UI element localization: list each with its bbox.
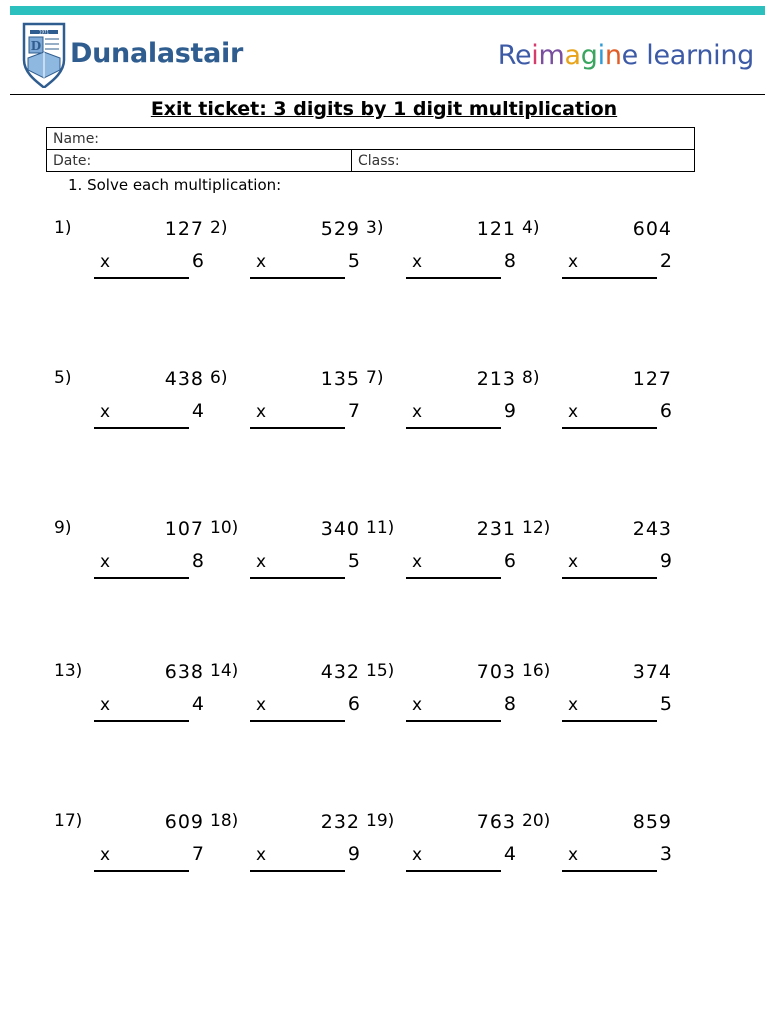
problem-number: 15) (366, 661, 395, 681)
multiplicand: 121 (476, 218, 516, 240)
multiplier: 6 (191, 250, 204, 272)
slogan-letter: i (597, 40, 605, 71)
answer-line (94, 427, 189, 429)
times-operator: x (100, 252, 111, 272)
answer-line (250, 427, 345, 429)
multiplier: 2 (659, 250, 672, 272)
multiplication-problem (210, 518, 360, 598)
multiplier: 8 (191, 550, 204, 572)
multiplicand: 135 (320, 368, 360, 390)
answer-line (94, 577, 189, 579)
multiplier: 3 (659, 843, 672, 865)
answer-line (250, 870, 345, 872)
multiplicand: 529 (320, 218, 360, 240)
times-operator: x (568, 845, 579, 865)
school-logo (22, 22, 244, 90)
problem-number: 10) (210, 518, 239, 538)
problem-number: 6) (210, 368, 228, 388)
student-info-table (46, 127, 695, 172)
answer-line (406, 427, 501, 429)
slogan-letter: n (604, 40, 622, 71)
multiplication-problem (366, 368, 516, 448)
times-operator: x (412, 552, 423, 572)
multiplication-problem (522, 518, 672, 598)
times-operator: x (568, 552, 579, 572)
multiplication-problem (210, 218, 360, 298)
multiplicand: 232 (320, 811, 360, 833)
slogan-letter: e (621, 40, 638, 71)
answer-line (562, 870, 657, 872)
answer-line (406, 720, 501, 722)
problem-number: 14) (210, 661, 239, 681)
times-operator: x (568, 402, 579, 422)
multiplier: 5 (347, 550, 360, 572)
slogan-letter: i (713, 40, 721, 71)
page-title: Exit ticket: 3 digits by 1 digit multiplication (150, 98, 618, 120)
multiplicand: 609 (164, 811, 204, 833)
times-operator: x (256, 252, 267, 272)
multiplication-problem (54, 368, 204, 448)
multiplicand: 127 (164, 218, 204, 240)
multiplier: 6 (659, 400, 672, 422)
slogan-letter: e (514, 40, 532, 71)
multiplicand: 231 (476, 518, 516, 540)
answer-line (406, 870, 501, 872)
problem-number: 12) (522, 518, 551, 538)
slogan-letter: i (531, 40, 539, 71)
name-field[interactable] (47, 128, 695, 150)
date-label: Date: (53, 152, 92, 169)
slogan-letter: g (737, 40, 754, 71)
multiplication-problem (522, 218, 672, 298)
multiplier: 9 (503, 400, 516, 422)
slogan-letter: a (564, 40, 581, 71)
problem-number: 17) (54, 811, 83, 831)
times-operator: x (256, 552, 267, 572)
multiplier: 9 (659, 550, 672, 572)
multiplicand: 604 (632, 218, 672, 240)
times-operator: x (568, 695, 579, 715)
answer-line (94, 277, 189, 279)
times-operator: x (100, 552, 111, 572)
answer-line (250, 277, 345, 279)
multiplier: 9 (347, 843, 360, 865)
school-crest-icon (22, 22, 66, 90)
slogan-letter: g (580, 40, 598, 71)
slogan-letter: n (720, 40, 738, 71)
problem-number: 4) (522, 218, 540, 238)
multiplication-problem (366, 811, 516, 891)
multiplicand: 438 (164, 368, 204, 390)
problem-number: 19) (366, 811, 395, 831)
multiplication-problem (366, 218, 516, 298)
slogan-letter: n (696, 40, 714, 71)
problem-number: 2) (210, 218, 228, 238)
answer-line (562, 577, 657, 579)
multiplier: 4 (503, 843, 516, 865)
problem-number: 8) (522, 368, 540, 388)
problem-number: 20) (522, 811, 551, 831)
name-label: Name: (53, 130, 100, 147)
slogan-letter (638, 40, 646, 71)
multiplication-problem (210, 811, 360, 891)
multiplier: 4 (191, 400, 204, 422)
school-wordmark: Dunalastair (70, 38, 244, 69)
problem-number: 9) (54, 518, 72, 538)
multiplicand: 763 (476, 811, 516, 833)
multiplicand: 107 (164, 518, 204, 540)
header-divider (10, 94, 765, 95)
times-operator: x (412, 252, 423, 272)
multiplicand: 213 (476, 368, 516, 390)
answer-line (94, 720, 189, 722)
problem-number: 7) (366, 368, 384, 388)
multiplier: 6 (503, 550, 516, 572)
answer-line (250, 577, 345, 579)
date-field[interactable] (47, 150, 352, 172)
multiplicand: 859 (632, 811, 672, 833)
slogan-letter: r (686, 40, 697, 71)
slogan-letter: m (538, 40, 565, 71)
multiplication-problem (210, 368, 360, 448)
times-operator: x (412, 845, 423, 865)
multiplicand: 374 (632, 661, 672, 683)
multiplication-problem (54, 811, 204, 891)
slogan-letter: R (497, 40, 515, 71)
svg-text:D: D (30, 39, 42, 53)
multiplication-problem (54, 518, 204, 598)
problem-number: 13) (54, 661, 83, 681)
times-operator: x (412, 695, 423, 715)
times-operator: x (100, 402, 111, 422)
multiplicand: 127 (632, 368, 672, 390)
multiplier: 8 (503, 250, 516, 272)
answer-line (406, 577, 501, 579)
multiplier: 5 (347, 250, 360, 272)
multiplier: 7 (191, 843, 204, 865)
times-operator: x (256, 845, 267, 865)
multiplication-problem (54, 218, 204, 298)
answer-line (406, 277, 501, 279)
problem-number: 18) (210, 811, 239, 831)
multiplication-problem (210, 661, 360, 741)
multiplication-problem (522, 368, 672, 448)
answer-line (94, 870, 189, 872)
multiplier: 7 (347, 400, 360, 422)
answer-line (562, 277, 657, 279)
multiplication-problem (522, 661, 672, 741)
times-operator: x (256, 402, 267, 422)
multiplication-problem (522, 811, 672, 891)
class-label: Class: (358, 152, 400, 169)
times-operator: x (100, 845, 111, 865)
multiplicand: 432 (320, 661, 360, 683)
multiplicand: 340 (320, 518, 360, 540)
multiplicand: 703 (476, 661, 516, 683)
multiplication-problem (366, 518, 516, 598)
slogan-letter: a (669, 40, 686, 71)
problem-number: 11) (366, 518, 395, 538)
times-operator: x (256, 695, 267, 715)
problem-number: 16) (522, 661, 551, 681)
slogan (498, 40, 754, 71)
multiplier: 6 (347, 693, 360, 715)
times-operator: x (412, 402, 423, 422)
class-field[interactable] (352, 150, 695, 172)
multiplication-problem (54, 661, 204, 741)
times-operator: x (100, 695, 111, 715)
times-operator: x (568, 252, 579, 272)
multiplier: 4 (191, 693, 204, 715)
answer-line (250, 720, 345, 722)
multiplicand: 638 (164, 661, 204, 683)
svg-text:1971: 1971 (38, 29, 50, 35)
problem-number: 3) (366, 218, 384, 238)
problem-number: 1) (54, 218, 72, 238)
accent-bar (10, 6, 765, 15)
problem-number: 5) (54, 368, 72, 388)
slogan-letter: e (653, 40, 670, 71)
slogan-letter: l (646, 40, 654, 71)
instruction-text: 1. Solve each multiplication: (68, 176, 282, 194)
answer-line (562, 427, 657, 429)
multiplication-problem (366, 661, 516, 741)
multiplier: 8 (503, 693, 516, 715)
answer-line (562, 720, 657, 722)
multiplier: 5 (659, 693, 672, 715)
multiplicand: 243 (632, 518, 672, 540)
